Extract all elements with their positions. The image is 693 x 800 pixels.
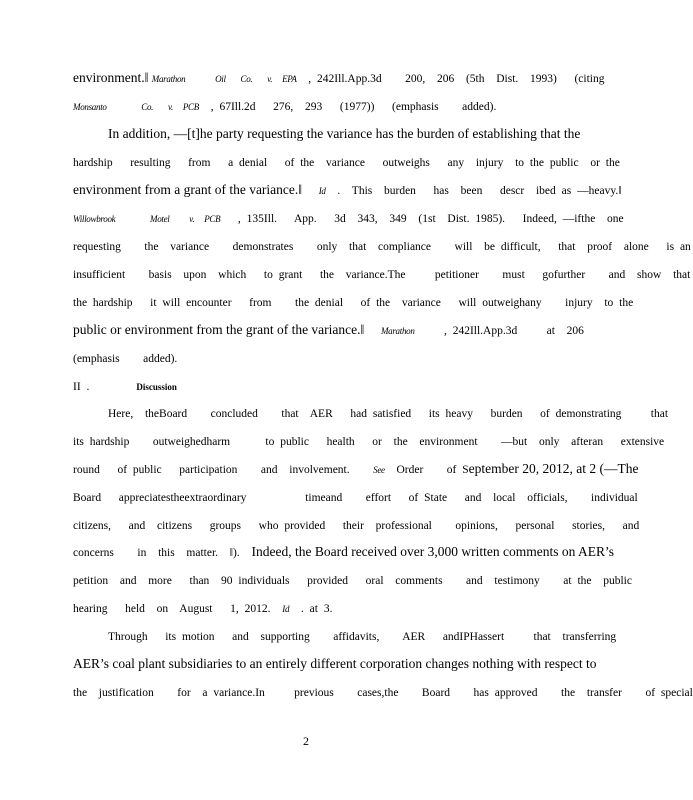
text-line [73, 489, 638, 506]
text-line [73, 684, 693, 701]
text-segment: , 242Ill.App.3d at 206 [414, 325, 584, 337]
text-line [73, 154, 620, 171]
text-segment: (emphasis added). [73, 353, 178, 365]
case-citation: See [373, 465, 385, 475]
text-line [73, 238, 691, 255]
text-segment: requesting the variance demonstrates only that compliance will be difficult, that proof alone is an [73, 241, 691, 253]
text-segment: Order of S [384, 464, 469, 476]
text-segment: Through its motion and supporting affidavits, AER andIPHassert that transferring [108, 631, 617, 643]
text-segment: the justification for a variance.In previous cases,the Board has approved the transfer of special [73, 687, 693, 699]
text-segment: hardship resulting from a denial of the variance outweighs any injury to the public or the [73, 157, 620, 169]
text-segment: . at 3. [289, 603, 333, 615]
text-segment: petition and more than 90 individuals provided oral comments and testimony at the public [73, 575, 632, 587]
text-segment: its hardship outweighedharm to public health or the environment ―but only afteran extensive [73, 436, 665, 448]
text-line [73, 294, 633, 311]
text-segment: citizens, and citizens groups who provided their professional opinions, personal stories, and [73, 520, 640, 532]
case-citation: Id [282, 604, 290, 614]
text-segment: II . [73, 381, 137, 393]
text-segment: . This burden has been descr ibed as ―heavy.‖ [325, 185, 622, 197]
text-line [73, 210, 624, 227]
page-number: 2 [303, 734, 309, 748]
text-segment: the hardship it will encounter from the denial of the variance will outweighany injury to the [73, 297, 634, 309]
case-citation: Id [308, 186, 326, 196]
text-line [73, 572, 632, 589]
text-segment: hearing held on August 1, 2012. [73, 603, 283, 615]
case-citation: Marathon [371, 326, 415, 336]
text-line [73, 182, 621, 199]
text-segment: Board appreciatestheextraordinary timeand effort of State and local officials, individual [73, 492, 638, 504]
text-line [108, 126, 580, 142]
section-heading [73, 378, 177, 395]
text-line [73, 544, 614, 561]
text-segment: eptember 20, 2012, at 2 (―The [468, 461, 639, 476]
text-line [73, 266, 690, 283]
case-citation: Willowbrook Motel v. PCB [73, 214, 221, 224]
text-line [73, 322, 584, 339]
text-segment: , 242Ill.App.3d 200, 206 (5th Dist. 1993) (citing [296, 73, 605, 85]
text-line [73, 70, 605, 87]
text-segment: In addition, ―[t]he party requesting the variance has the burden of establishing that the [108, 126, 581, 141]
text-line [73, 433, 664, 450]
text-line [73, 98, 496, 115]
text-line [73, 517, 639, 534]
text-line [73, 350, 177, 367]
text-segment: AER’s coal plant subsidiaries to an entirely different corporation changes nothing with respect to [73, 656, 597, 671]
text-segment: Here, theBoard concluded that AER had satisfied its heavy burden of demonstrating that [108, 408, 669, 420]
text-line [108, 405, 668, 422]
text-segment: , 135Ill. App. 3d 343, 349 (1st Dist. 1985). Indeed, ―ifthe one [220, 213, 624, 225]
text-line [73, 656, 597, 672]
text-line [108, 628, 616, 645]
case-citation: Monsanto Co. v. PCB [73, 102, 199, 112]
text-segment: , 67Ill.2d 276, 293 (1977)) (emphasis added). [198, 101, 497, 113]
text-segment: environment from a grant of the variance.‖ [73, 182, 309, 197]
text-segment: concerns in this matter. ‖). [73, 547, 252, 559]
text-segment: Indeed, the Board received over 3,000 written comments on AER’s [251, 544, 615, 559]
text-line [73, 600, 332, 617]
text-segment: insufficient basis upon which to grant the variance.The petitioner must gofurther and show that [73, 269, 691, 281]
text-segment: public or environment from the grant of the variance.‖ [73, 322, 372, 337]
text-segment: environment.‖ [73, 70, 152, 85]
heading-text: Discussion [136, 382, 177, 392]
text-segment: round of public participation and involvement. [73, 464, 374, 476]
text-line [73, 461, 638, 478]
case-citation: Marathon Oil Co. v. EPA [151, 74, 297, 84]
